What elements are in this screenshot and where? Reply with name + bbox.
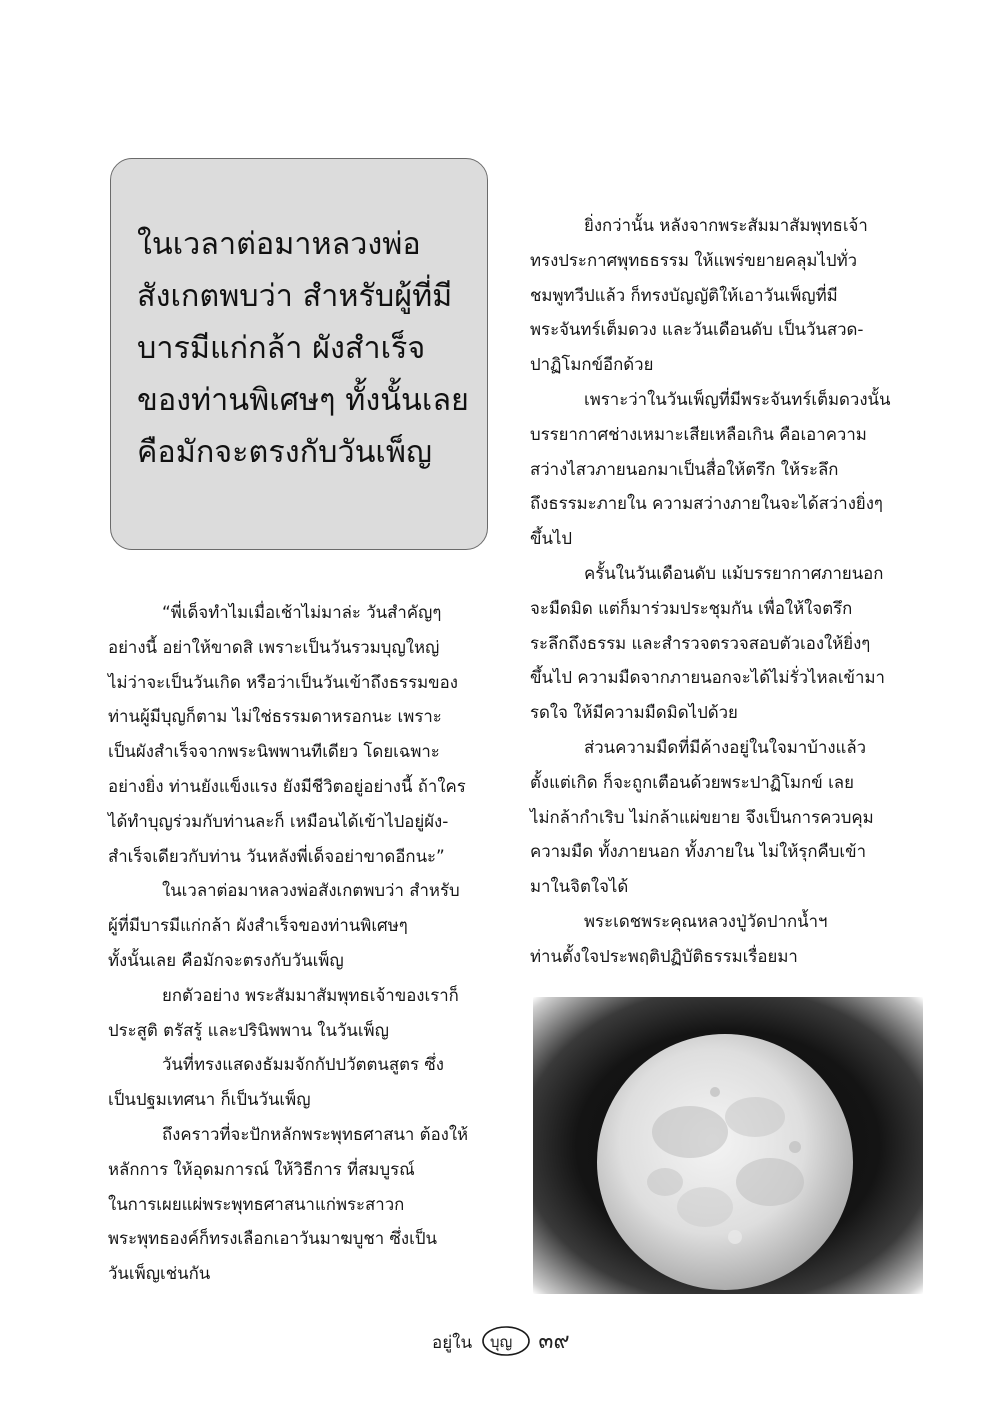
text-line: ยิ่งกว่านั้น หลังจากพระสัมมาสัมพุทธเจ้า [584,215,868,235]
text-line: ในการเผยแผ่พระพุทธศาสนาแก่พระสาวก [108,1193,405,1214]
text-line: ปาฏิโมกข์อีกด้วย [530,354,654,375]
text-line: ยกตัวอย่าง พระสัมมาสัมพุทธเจ้าของเราก็ [162,984,459,1005]
text-line: ได้ทำบุญร่วมกับท่านละก็ เหมือนได้เข้าไปอยู่ผัง- [108,810,449,831]
text-line: ขึ้นไป ความมืดจากภายนอกจะได้ไม่รั่วไหลเข้ามา [530,667,885,688]
text-line: พระเดชพระคุณหลวงปู่วัดปากน้ำฯ [584,910,828,931]
svg-text:บุญ: บุญ [490,1332,513,1351]
text-line: สำเร็จเดียวกับท่าน วันหลังพี่เด็จอย่าขาดอีกนะ” [108,845,445,866]
svg-text:อยู่ใน: อยู่ใน [432,1332,473,1353]
text-line: ท่านตั้งใจประพฤติปฏิบัติธรรมเรื่อยมา [530,945,798,966]
text-line: สว่างไสวภายนอกมาเป็นสื่อให้ตรึก ให้ระลึก [530,458,839,479]
text-line: “พี่เด็จทำไมเมื่อเช้าไม่มาล่ะ วันสำคัญๆ [162,602,442,622]
text-line: ท่านผู้มีบุญก็ตาม ไม่ใช่ธรรมดาหรอกนะ เพราะ [108,706,442,727]
page-footer [0,1323,1000,1363]
pull-quote-line: ของท่านพิเศษๆ ทั้งนั้นเลย [137,383,469,418]
pull-quote-line: บารมีแก่กล้า ผังสำเร็จ [137,331,426,366]
text-line: ถึงคราวที่จะปักหลักพระพุทธศาสนา ต้องให้ [162,1123,469,1144]
text-line: วันที่ทรงแสดงธัมมจักกัปปวัตตนสูตร ซึ่ง [162,1054,444,1075]
text-line: หลักการ ให้อุดมการณ์ ให้วิธีการ ที่สมบูรณ์ [108,1158,415,1179]
full-moon-photo [533,997,923,1294]
pull-quote-text [137,219,477,479]
right-text-column [530,208,915,974]
pull-quote-line: ในเวลาต่อมาหลวงพ่อ [137,227,421,262]
text-line: ประสูติ ตรัสรู้ และปรินิพพาน ในวันเพ็ญ [108,1019,389,1040]
full-moon-icon [595,1032,855,1292]
magazine-logo-icon [430,1324,532,1358]
text-line: ชมพูทวีปแล้ว ก็ทรงบัญญัติให้เอาวันเพ็ญที่มี [530,284,838,305]
text-line: อย่างยิ่ง ท่านยังแข็งแรง ยังมีชีวิตอยู่อย่างนี้ ถ้าใคร [108,775,466,796]
pull-quote-box [110,158,488,550]
text-line: เพราะว่าในวันเพ็ญที่มีพระจันทร์เต็มดวงนั้น [584,388,891,409]
text-line: เป็นปฐมเทศนา ก็เป็นวันเพ็ญ [108,1089,311,1110]
text-line: วันเพ็ญเช่นกัน [108,1263,211,1284]
pull-quote-line: สังเกตพบว่า สำหรับผู้ที่มี [137,279,453,314]
text-line: ไม่ว่าจะเป็นวันเกิด หรือว่าเป็นวันเข้าถึงธรรมของ [108,671,458,692]
text-line: ส่วนความมืดที่มีค้างอยู่ในใจมาบ้างแล้ว [584,736,867,757]
left-text-column [108,595,490,1291]
text-line: เป็นผังสำเร็จจากพระนิพพานทีเดียว โดยเฉพาะ [108,741,440,762]
text-line: ระลึกถึงธรรม และสำรวจตรวจสอบตัวเองให้ยิ่งๆ [530,632,871,653]
text-line: ครั้นในวันเดือนดับ แม้บรรยากาศภายนอก [584,562,884,583]
text-line: พระจันทร์เต็มดวง และวันเดือนดับ เป็นวันสวด- [530,319,864,340]
page-number: ๓๙ [538,1329,570,1354]
text-line: รดใจ ให้มีความมืดมิดไปด้วย [530,702,738,723]
text-line: ถึงธรรมะภายใน ความสว่างภายในจะได้สว่างยิ่งๆ [530,493,883,514]
text-line: ตั้งแต่เกิด ก็จะถูกเตือนด้วยพระปาฏิโมกข์ เลย [530,771,854,792]
text-line: ทรงประกาศพุทธธรรม ให้แพร่ขยายคลุมไปทั่ว [530,249,858,270]
text-line: ความมืด ทั้งภายนอก ทั้งภายใน ไม่ให้รุกคืบเข้า [530,841,867,862]
text-line: ไม่กล้ากำเริบ ไม่กล้าแผ่ขยาย จึงเป็นการควบคุม [530,806,874,827]
text-line: ทั้งนั้นเลย คือมักจะตรงกับวันเพ็ญ [108,949,344,970]
pull-quote-line: คือมักจะตรงกับวันเพ็ญ [137,435,432,470]
text-line: จะมืดมิด แต่ก็มาร่วมประชุมกัน เพื่อให้ใจตรึก [530,597,853,618]
text-line: มาในจิตใจได้ [530,876,629,897]
text-line: ในเวลาต่อมาหลวงพ่อสังเกตพบว่า สำหรับ [162,880,460,901]
text-line: พระพุทธองค์ก็ทรงเลือกเอาวันมาฆบูชา ซึ่งเป็น [108,1228,437,1249]
text-line: ขึ้นไป [530,528,573,549]
text-line: ผู้ที่มีบารมีแก่กล้า ผังสำเร็จของท่านพิเศษๆ [108,915,408,936]
text-line: บรรยากาศช่างเหมาะเสียเหลือเกิน คือเอาความ [530,423,867,444]
text-line: อย่างนี้ อย่าให้ขาดสิ เพราะเป็นวันรวมบุญใหญ่ [108,636,440,657]
